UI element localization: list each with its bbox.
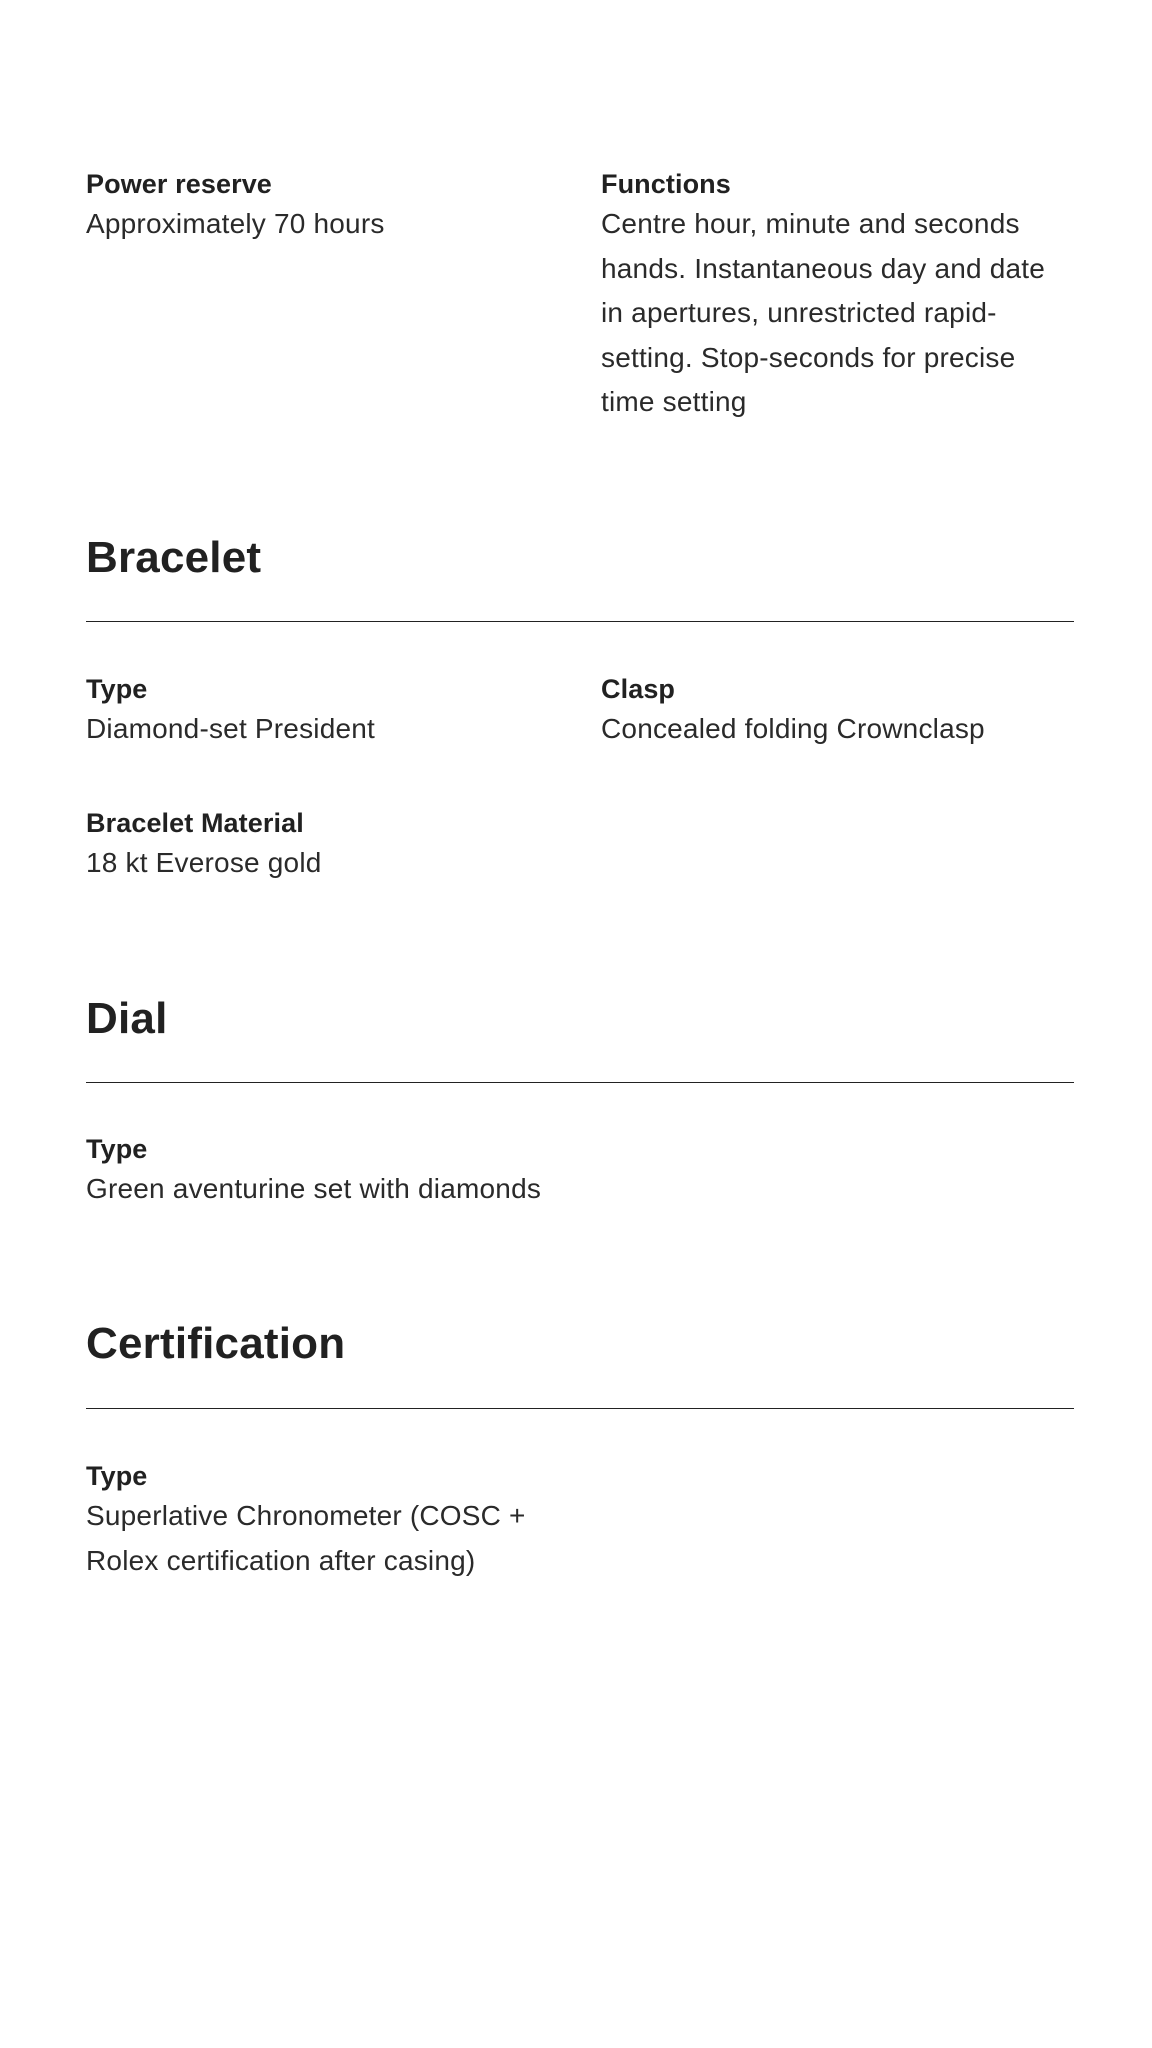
section-title-bracelet: Bracelet xyxy=(86,533,262,582)
movement-specs xyxy=(86,166,1074,425)
spec-label: Type xyxy=(86,674,148,704)
spec-label: Functions xyxy=(601,169,731,199)
spec-bracelet-type xyxy=(86,671,601,752)
spec-label: Bracelet Material xyxy=(86,808,304,838)
spec-clasp xyxy=(601,671,1074,752)
spec-value: 18 kt Everose gold xyxy=(86,847,322,878)
spec-value: Green aventurine set with diamonds xyxy=(86,1173,542,1204)
spec-label: Clasp xyxy=(601,674,676,704)
spec-value: Superlative Chronometer (COSC + Rolex certification after casing) xyxy=(86,1500,526,1576)
certification-specs xyxy=(86,1458,1074,1583)
spec-value: Centre hour, minute and seconds hands. Instantaneous day and date in apertures, unrestricted rapid-setting. Stop-seconds for precise time setting xyxy=(601,208,1046,417)
spec-value: Diamond-set President xyxy=(86,713,375,744)
section-divider xyxy=(86,621,1074,622)
spec-value: Concealed folding Crownclasp xyxy=(601,713,985,744)
spec-certification-type xyxy=(86,1458,601,1583)
section-divider xyxy=(86,1082,1074,1083)
spec-bracelet-material xyxy=(86,805,601,886)
spec-functions xyxy=(601,166,1074,425)
bracelet-specs xyxy=(86,671,1074,752)
spec-dial-type xyxy=(86,1131,601,1212)
spec-power-reserve xyxy=(86,166,601,425)
section-title-certification: Certification xyxy=(86,1319,346,1368)
section-divider xyxy=(86,1408,1074,1409)
section-title-dial: Dial xyxy=(86,994,168,1043)
spec-value: Approximately 70 hours xyxy=(86,208,385,239)
spec-label: Type xyxy=(86,1461,148,1491)
spec-label: Type xyxy=(86,1134,148,1164)
spec-label: Power reserve xyxy=(86,169,272,199)
bracelet-specs-row-2 xyxy=(86,805,1074,886)
dial-specs xyxy=(86,1131,1074,1212)
